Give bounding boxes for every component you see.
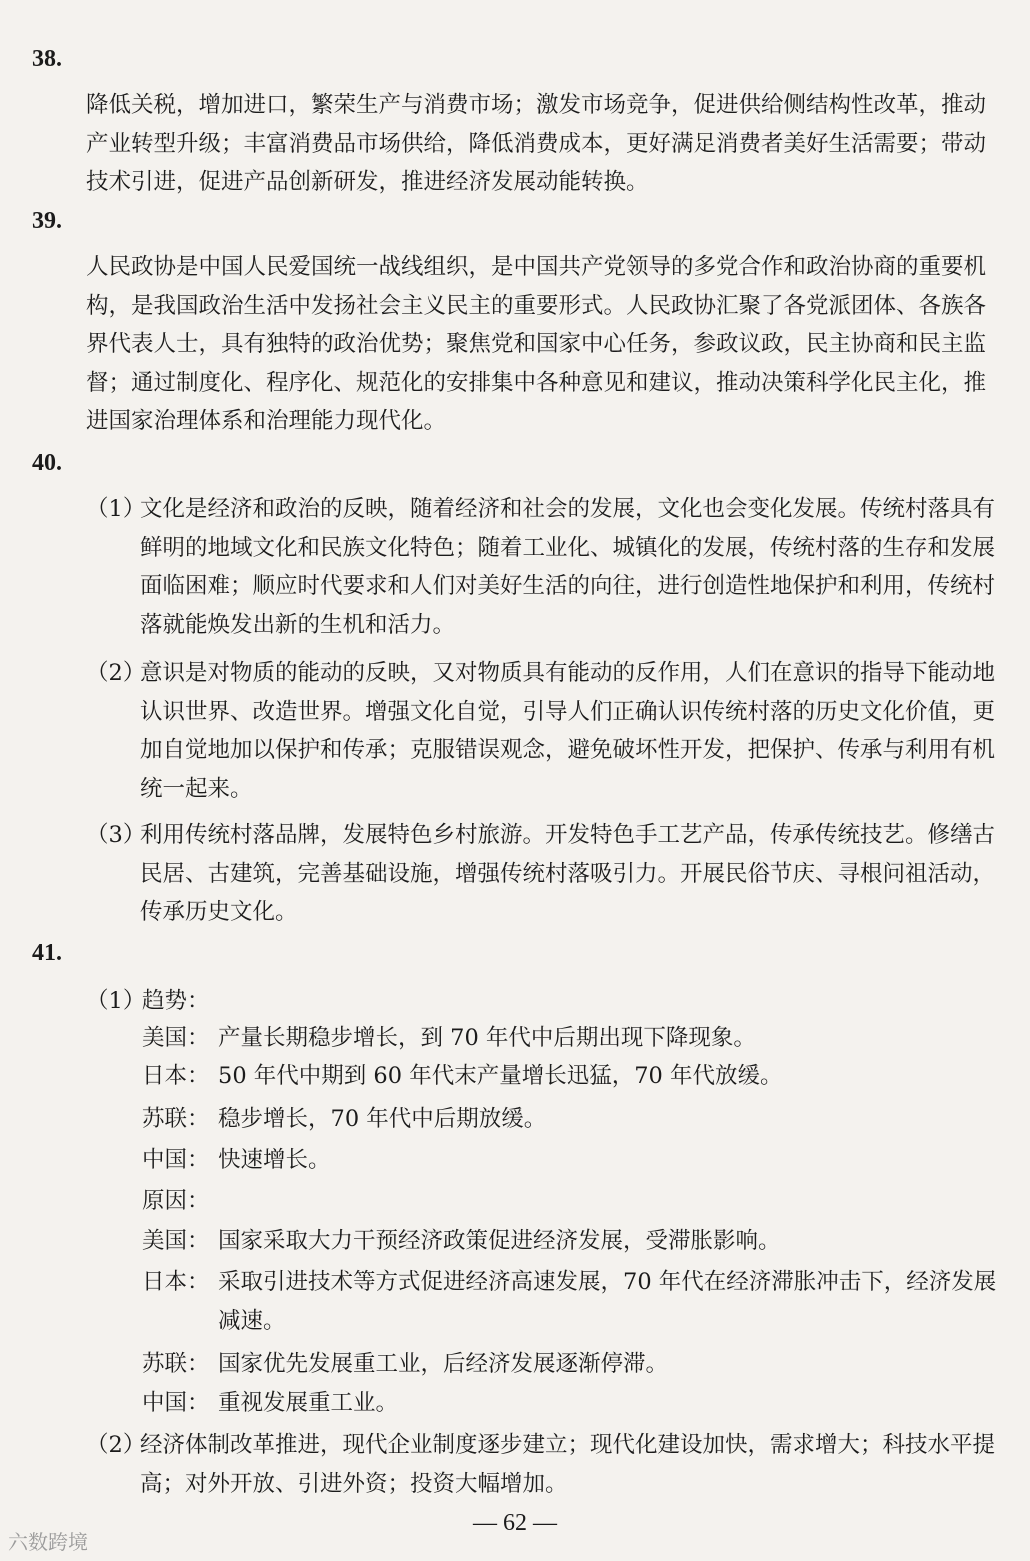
trend-text: 稳步增长，70 年代中后期放缓。 bbox=[218, 1106, 547, 1132]
question-41-number: 41. bbox=[32, 940, 62, 966]
country-label: 中国： bbox=[142, 1390, 210, 1416]
country-label: 苏联： bbox=[142, 1106, 210, 1132]
reason-usa bbox=[142, 1222, 1002, 1261]
trend-japan bbox=[142, 1057, 1002, 1096]
country-label: 日本： bbox=[142, 1063, 210, 1089]
trend-text: 50 年代中期到 60 年代末产量增长迅猛，70 年代放缓。 bbox=[218, 1063, 783, 1089]
item-text: 利用传统村落品牌，发展特色乡村旅游。开发特色手工艺产品，传承传统技艺。修缮古民居、古建筑，完善基础设施，增强传统村落吸引力。开展民俗节庆、寻根问祖活动，传承历史文化。 bbox=[140, 822, 996, 925]
reason-text: 国家采取大力干预经济政策促进经济发展，受滞胀影响。 bbox=[218, 1228, 781, 1254]
item-label: （1） bbox=[86, 496, 146, 522]
item-label: （2） bbox=[86, 660, 146, 686]
country-label: 美国： bbox=[142, 1025, 210, 1051]
question-40-item-3 bbox=[86, 816, 998, 932]
reason-title: 原因： bbox=[142, 1188, 210, 1214]
question-38-answer: 降低关税，增加进口，繁荣生产与消费市场；激发市场竞争，促进供给侧结构性改革，推动产业转型升级；丰富消费品市场供给，降低消费成本，更好满足消费者美好生活需要；带动技术引进，促进产品创新研发，推进经济发展动能转换。 bbox=[86, 92, 987, 195]
question-39-answer: 人民政协是中国人民爱国统一战线组织，是中国共产党领导的多党合作和政治协商的重要机构，是我国政治生活中发扬社会主义民主的重要形式。人民政协汇聚了各党派团体、各族各界代表人士，具有独特的政治优势；聚焦党和国家中心任务，参政议政，民主协商和民主监督；通过制度化、程序化、规范化的安排集中各种意见和建议，推动决策科学化民主化，推进国家治理体系和治理能力现代化。 bbox=[86, 254, 987, 434]
item-text: 经济体制改革推进，现代企业制度逐步建立；现代化建设加快，需求增大；科技水平提高；对外开放、引进外资；投资大幅增加。 bbox=[140, 1432, 996, 1497]
item-label: （2） bbox=[86, 1432, 146, 1458]
reason-japan bbox=[142, 1263, 1002, 1340]
trend-text: 产量长期稳步增长，到 70 年代中后期出现下降现象。 bbox=[218, 1025, 756, 1051]
page-number: — 62 — bbox=[473, 1510, 557, 1536]
trend-text: 快速增长。 bbox=[218, 1147, 331, 1173]
item-text: 文化是经济和政治的反映，随着经济和社会的发展，文化也会变化发展。传统村落具有鲜明的地域文化和民族文化特色；随着工业化、城镇化的发展，传统村落的生存和发展面临困难；顺应时代要求和人们对美好生活的向往，进行创造性地保护和利用，传统村落就能焕发出新的生机和活力。 bbox=[140, 496, 996, 638]
question-38-number: 38. bbox=[32, 46, 62, 72]
question-40-item-2 bbox=[86, 654, 998, 808]
watermark: 六数跨境 bbox=[8, 1530, 88, 1554]
trend-ussr bbox=[142, 1100, 1002, 1139]
item-label: （3） bbox=[86, 822, 146, 848]
question-40-number: 40. bbox=[32, 450, 62, 476]
country-label: 美国： bbox=[142, 1228, 210, 1254]
reason-text: 重视发展重工业。 bbox=[218, 1390, 399, 1416]
question-41-part-1-label: （1） bbox=[86, 988, 146, 1014]
item-text: 意识是对物质的能动的反映，又对物质具有能动的反作用，人们在意识的指导下能动地认识世界、改造世界。增强文化自觉，引导人们正确认识传统村落的历史文化价值，更加自觉地加以保护和传承；克服错误观念，避免破坏性开发，把保护、传承与利用有机统一起来。 bbox=[140, 660, 996, 802]
trend-china bbox=[142, 1141, 1002, 1180]
trend-usa bbox=[142, 1019, 1002, 1058]
question-39-number: 39. bbox=[32, 208, 62, 234]
reason-ussr bbox=[142, 1345, 1002, 1384]
question-40-item-1 bbox=[86, 490, 998, 644]
country-label: 中国： bbox=[142, 1147, 210, 1173]
question-41-part-2 bbox=[86, 1426, 998, 1503]
country-label: 苏联： bbox=[142, 1351, 210, 1377]
reason-text: 采取引进技术等方式促进经济高速发展，70 年代在经济滞胀冲击下，经济发展减速。 bbox=[218, 1269, 997, 1334]
reason-china bbox=[142, 1384, 1002, 1423]
country-label: 日本： bbox=[142, 1269, 210, 1295]
reason-text: 国家优先发展重工业，后经济发展逐渐停滞。 bbox=[218, 1351, 669, 1377]
trend-title: 趋势： bbox=[142, 988, 210, 1014]
